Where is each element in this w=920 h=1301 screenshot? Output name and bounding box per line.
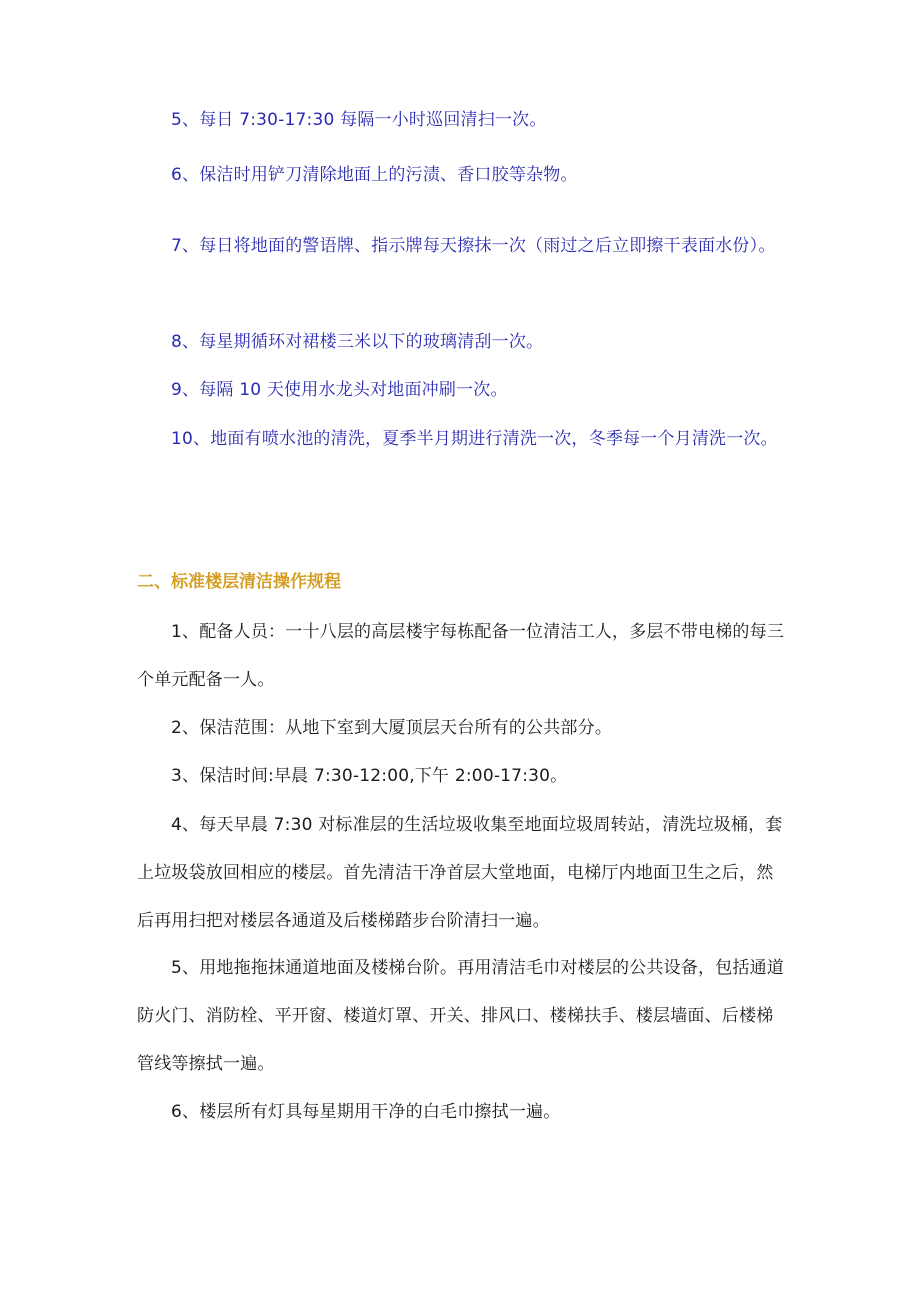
paragraph-item-3: 3、保洁时间:早晨 7:30-12:00,下午 2:00-17:30。 [171, 766, 568, 786]
paragraph-item-10: 10、地面有喷水池的清洗，夏季半月期进行清洗一次，冬季每一个月清洗一次。 [171, 429, 778, 449]
paragraph-item-1: 1、配备人员：一十八层的高层楼宇每栋配备一位清洁工人，多层不带电梯的每三个单元配备一人。 [137, 622, 785, 690]
paragraph-item-6: 6、保洁时用铲刀清除地面上的污渍、香口胶等杂物。 [171, 165, 578, 185]
paragraph-item-6b: 6、楼层所有灯具每星期用干净的白毛巾擦拭一遍。 [171, 1102, 561, 1122]
paragraph-item-8: 8、每星期循环对裙楼三米以下的玻璃清刮一次。 [171, 332, 544, 352]
paragraph-item-9: 9、每隔 10 天使用水龙头对地面冲刷一次。 [171, 380, 508, 400]
paragraph-item-5: 5、每日 7:30-17:30 每隔一小时巡回清扫一次。 [171, 110, 547, 130]
paragraph-item-4: 4、每天早晨 7:30 对标准层的生活垃圾收集至地面垃圾周转站，清洗垃圾桶，套上垃圾袋放回相应的楼层。首先清洁干净首层大堂地面，电梯厅内地面卫生之后，然后再用扫把对楼层各通道及后楼梯踏步台阶清扫一遍。 [137, 815, 783, 931]
section-heading: 二、标准楼层清洁操作规程 [137, 572, 341, 592]
paragraph-item-7: 7、每日将地面的警语牌、指示牌每天擦抹一次（雨过之后立即擦干表面水份）。 [171, 236, 776, 256]
paragraph-item-5b: 5、用地拖拖抹通道地面及楼梯台阶。再用清洁毛巾对楼层的公共设备，包括通道防火门、消防栓、平开窗、楼道灯罩、开关、排风口、楼梯扶手、楼层墙面、后楼梯管线等擦拭一遍。 [137, 958, 785, 1074]
paragraph-item-2: 2、保洁范围：从地下室到大厦顶层天台所有的公共部分。 [171, 718, 613, 738]
